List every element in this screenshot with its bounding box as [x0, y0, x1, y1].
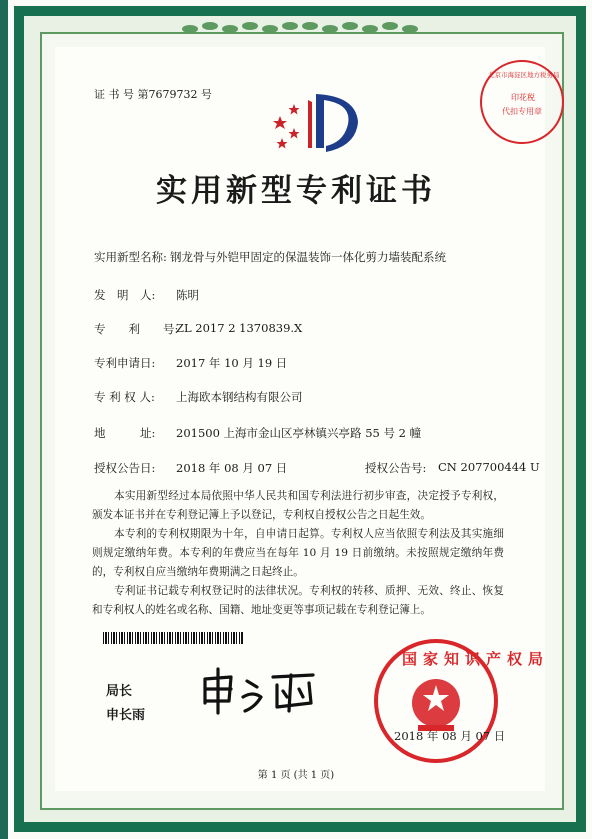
field-filing-date-label: 专利申请日:: [94, 356, 156, 370]
field-patent-no-value: ZL 2017 2 1370839.X: [176, 321, 303, 335]
paragraph-legal-status: 专利证书记载专利权登记时的法律状况。专利权的转移、质押、无效、终止、恢复和专利权人的姓名或名称、国籍、地址变更等事项记载在专利登记簿上。: [92, 585, 504, 616]
field-grant-date-value: 2018 年 08 月 07 日: [176, 461, 288, 475]
paragraph-term: 本专利的专利权期限为十年，自申请日起算。专利权人应当依照专利法及其实施细则规定缴纳年费。本专利的年费应当在每年 10 月 19 日前缴纳。未按照规定缴纳年费的，专利权自应当缴纳年费期满之日起终止。: [92, 528, 504, 578]
seal-date: 2018 年 08 月 07 日: [394, 729, 506, 743]
field-grant-no-label: 授权公告号:: [365, 461, 427, 475]
paragraph-grant: 本实用新型经过本局依照中华人民共和国专利法进行初步审查，决定授予专利权，颁发本证书并在专利登记簿上予以登记，专利权自授权公告之日起生效。: [92, 490, 504, 521]
field-grant-date-label: 授权公告日:: [94, 461, 156, 475]
director-name: 申长雨: [106, 708, 146, 723]
certificate-title: 实用新型专利证书: [156, 173, 436, 209]
page-footer: 第 1 页 (共 1 页): [257, 770, 335, 781]
barcode: [103, 632, 243, 644]
field-inventor-value: 陈明: [176, 288, 199, 302]
seal-text: 国家知识产权局: [402, 650, 550, 668]
certificate-number: 证 书 号 第7679732 号: [94, 88, 212, 101]
field-inventor-label: 发 明 人:: [94, 288, 156, 302]
director-signature-icon: [195, 667, 325, 715]
laurel-ornament-icon: [170, 14, 430, 44]
field-address-label: 地 址:: [94, 426, 156, 440]
tax-stamp: 北京市海淀区地方税务局 印花税 代扣专用章: [480, 60, 564, 144]
director-title: 局长: [106, 684, 133, 699]
field-holder-value: 上海欧本钢结构有限公司: [176, 390, 303, 404]
field-name-value: 钢龙骨与外铠甲固定的保温装饰一体化剪力墙装配系统: [170, 250, 446, 264]
binding-strip: [0, 0, 8, 839]
field-grant-no-value: CN 207700444 U: [438, 460, 540, 474]
field-holder-label: 专 利 权 人:: [94, 390, 155, 404]
field-patent-no-label: 专 利 号:: [94, 322, 179, 336]
field-filing-date-value: 2017 年 10 月 19 日: [176, 356, 288, 370]
field-name-label: 实用新型名称:: [94, 250, 167, 264]
field-address-value: 201500 上海市金山区亭林镇兴亭路 55 号 2 幢: [176, 426, 422, 440]
patent-office-logo-icon: [268, 86, 360, 158]
